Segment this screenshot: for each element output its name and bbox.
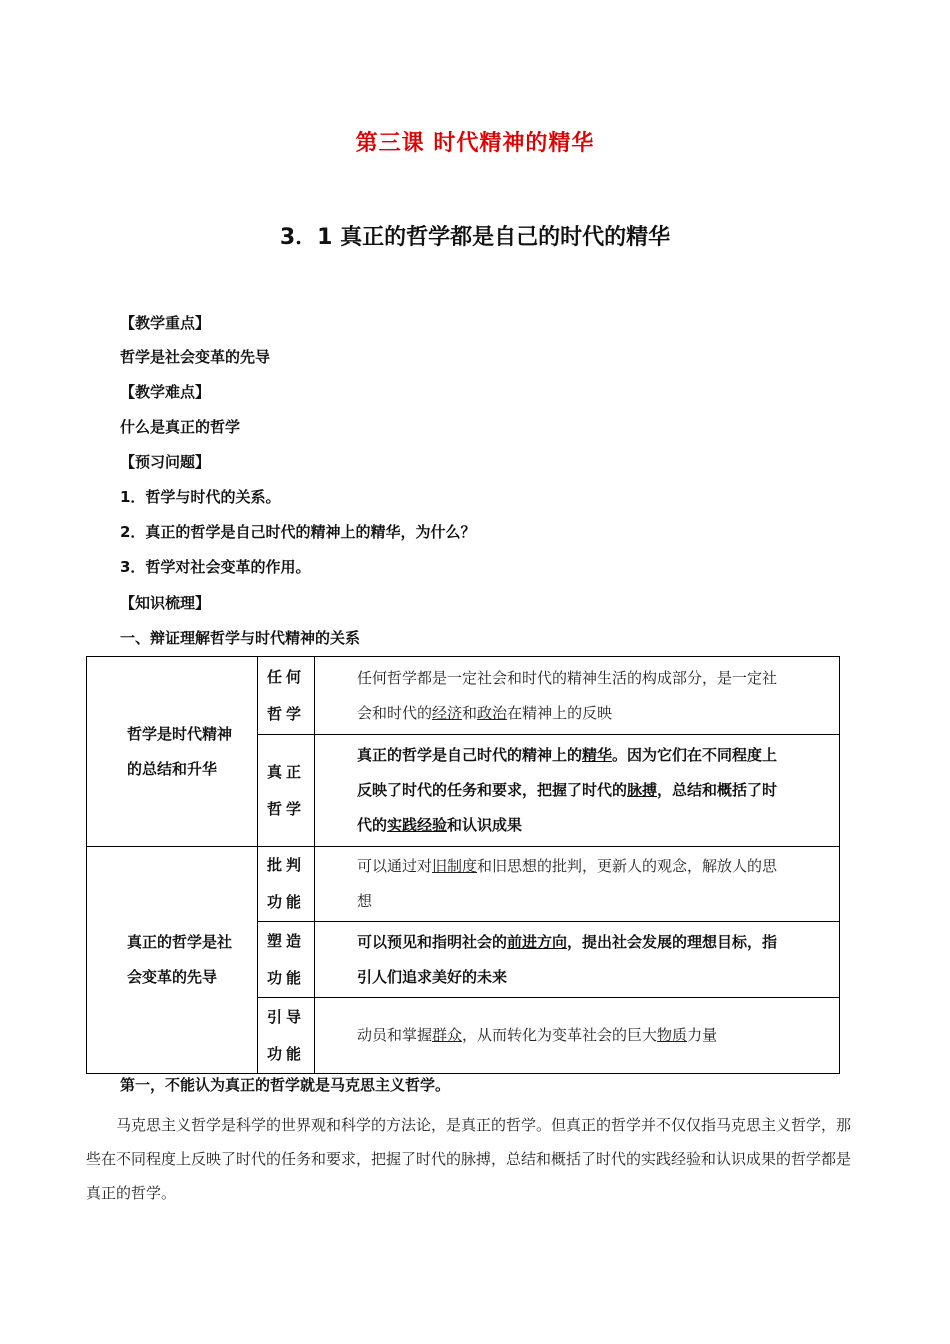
section-title: 3．1 真正的哲学都是自己的时代的精华: [279, 225, 671, 250]
description-cell: 可以通过对旧制度和旧思想的批判，更新人的观念，解放人的思想: [315, 847, 840, 922]
review-subheading: 一、辩证理解哲学与时代精神的关系: [120, 629, 361, 647]
knowledge-table: [86, 656, 840, 1074]
function-cell: 任何哲学: [258, 657, 315, 735]
preview-item-3: 3．哲学对社会变革的作用。: [120, 558, 311, 576]
difficulty-heading: 【教学难点】: [120, 383, 211, 401]
preview-heading: 【预习问题】: [120, 453, 211, 471]
preview-item-2: 2．真正的哲学是自己时代的精神上的精华，为什么？: [120, 523, 476, 541]
function-cell: 塑造功能: [258, 922, 315, 998]
category-cell: 哲学是时代精神的总结和升华: [87, 657, 258, 847]
description-cell: 可以预见和指明社会的前进方向，提出社会发展的理想目标，指引人们追求美好的未来: [315, 922, 840, 998]
difficulty-text: 什么是真正的哲学: [120, 418, 241, 436]
description-cell: 任何哲学都是一定社会和时代的精神生活的构成部分，是一定社会和时代的经济和政治在精神上的反映: [315, 657, 840, 735]
function-cell: 引导功能: [258, 998, 315, 1074]
function-cell: 批判功能: [258, 847, 315, 922]
table-row: [87, 847, 840, 922]
preview-item-1: 1．哲学与时代的关系。: [120, 488, 281, 506]
table-row: [87, 657, 840, 735]
category-cell: 真正的哲学是社会变革的先导: [87, 847, 258, 1074]
review-heading: 【知识梳理】: [120, 594, 211, 612]
function-cell: 真正哲学: [258, 735, 315, 847]
note-paragraph: 马克思主义哲学是科学的世界观和科学的方法论，是真正的哲学。但真正的哲学并不仅仅指马克思主义哲学，那些在不同程度上反映了时代的任务和要求，把握了时代的脉搏，总结和概括了时代的实践经验和认识成果的哲学都是真正的哲学。: [86, 1116, 852, 1202]
description-cell: 真正的哲学是自己时代的精神上的精华。因为它们在不同程度上反映了时代的任务和要求，把握了时代的脉搏，总结和概括了时代的实践经验和认识成果: [315, 735, 840, 847]
lesson-title: 第三课 时代精神的精华: [355, 131, 595, 156]
note-heading: 第一，不能认为真正的哲学就是马克思主义哲学。: [120, 1076, 451, 1094]
key-point-heading: 【教学重点】: [120, 314, 211, 332]
key-point-text: 哲学是社会变革的先导: [120, 348, 271, 366]
description-cell: 动员和掌握群众，从而转化为变革社会的巨大物质力量: [315, 998, 840, 1074]
